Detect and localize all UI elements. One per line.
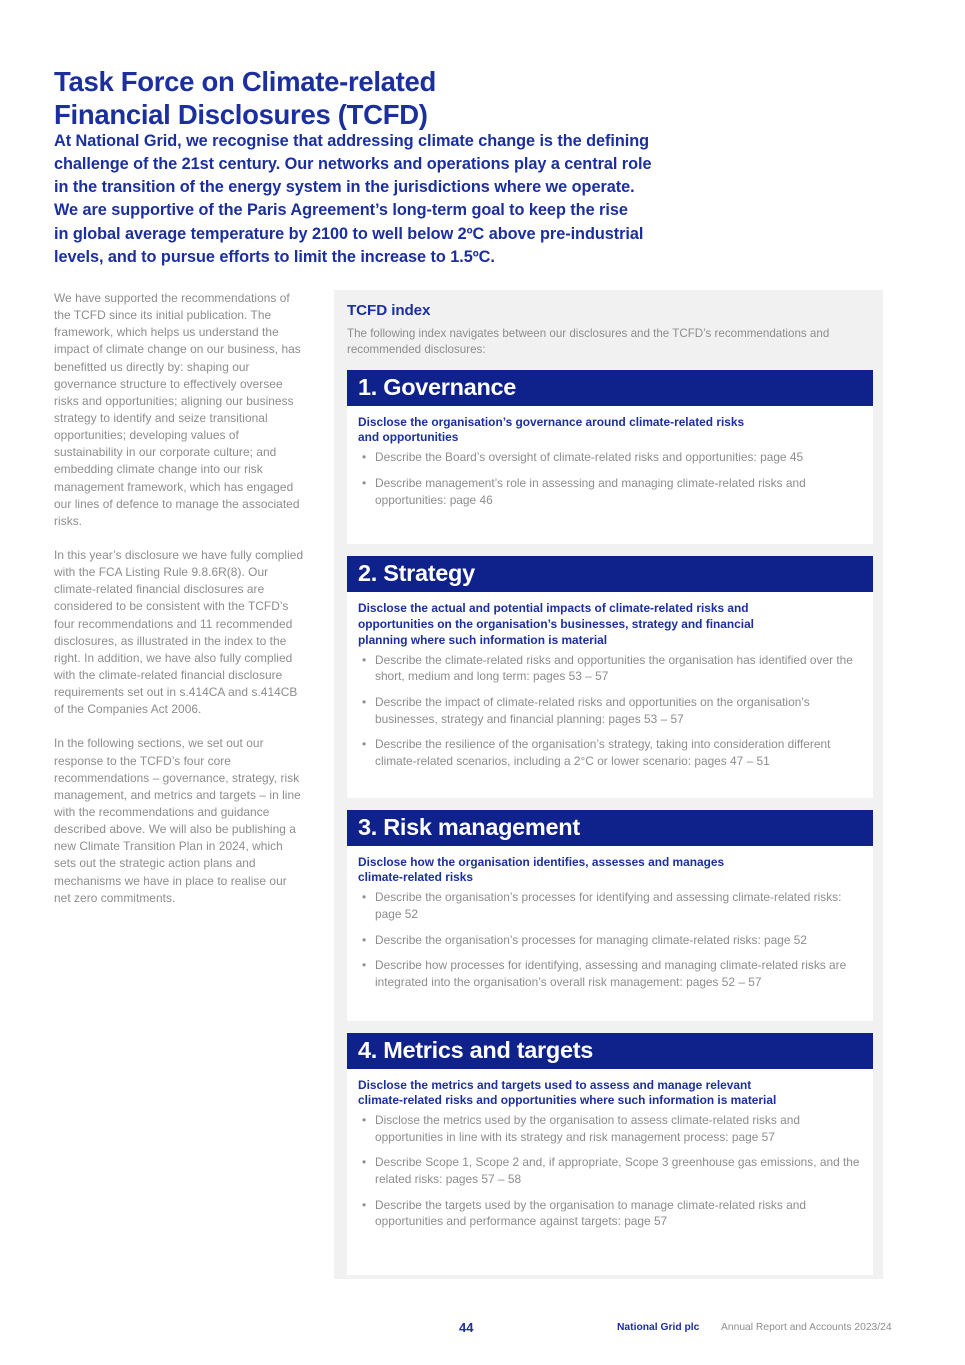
footer-report-title: Annual Report and Accounts 2023/24 [721, 1322, 892, 1333]
left-paragraph-3: In the following sections, we set out our response to the TCFD’s four core recommendations – governance, strategy, risk management, and metrics and targets – in line with the recommendations and guidance described above. We will also be publishing a new Climate Transition Plan in 2024, which sets out the strategic action plans and mechanisms we have in place to realise our net zero commitments. [54, 736, 301, 905]
list-item [358, 889, 862, 922]
section-disclose-4-line-2: climate-related risks and opportunities where such information is material [358, 1093, 777, 1108]
tcfd-section-list [334, 370, 883, 1276]
section-bullets-1 [358, 449, 862, 508]
bullet-text: Describe the climate-related risks and opportunities the organisation has identified over the short, medium and long term: pages 53 – 57 [375, 652, 853, 684]
page-title-line-2: Financial Disclosures (TCFD) [54, 99, 428, 131]
footer-page-number: 44 [459, 1320, 474, 1335]
section-disclose-2-line-2: opportunities on the organisation’s businesses, strategy and financial [358, 616, 754, 631]
section-header-bar-1 [347, 370, 873, 406]
tcfd-index-header [334, 290, 883, 358]
list-item [358, 1154, 862, 1187]
footer-company-name: National Grid plc [617, 1322, 700, 1333]
lede-line-4: We are supportive of the Paris Agreement’s long-term goal to keep the rise [54, 201, 628, 220]
list-item [358, 1112, 862, 1145]
section-body-3 [347, 846, 873, 1021]
list-item [358, 932, 862, 949]
section-bullets-2 [358, 652, 862, 770]
section-disclose-2-line-3: planning where such information is material [358, 632, 608, 647]
list-item [358, 957, 862, 990]
bullet-dot-icon: • [362, 958, 367, 973]
section-body-4 [347, 1069, 873, 1276]
list-item [358, 694, 862, 727]
bullet-dot-icon: • [362, 1113, 367, 1128]
bullet-text: Describe management’s role in assessing and managing climate-related risks and opportunities: page 46 [375, 475, 806, 507]
tcfd-index-subheading: The following index navigates between our disclosures and the TCFD’s recommendations and recommended disclosures: [347, 327, 830, 356]
section-disclose-3-line-2: climate-related risks [358, 870, 474, 885]
section-disclose-2-line-1: Disclose the actual and potential impacts of climate-related risks and [358, 601, 749, 616]
section-bullets-3 [358, 889, 862, 990]
bullet-dot-icon: • [362, 737, 367, 752]
bullet-dot-icon: • [362, 1155, 367, 1170]
section-disclose-3-line-1: Disclose how the organisation identifies, assesses and manages [358, 854, 725, 869]
section-disclose-4 [358, 1078, 862, 1110]
bullet-text: Disclose the metrics used by the organisation to assess climate-related risks and opportunities in line with its strategy and risk management process: page 57 [375, 1113, 800, 1144]
bullet-text: Describe the Board’s oversight of climate-related risks and opportunities: page 45 [375, 450, 804, 465]
bullet-dot-icon: • [362, 890, 367, 905]
section-disclose-4-line-1: Disclose the metrics and targets used to assess and manage relevant [358, 1077, 752, 1092]
left-paragraph-1: We have supported the recommendations of the TCFD since its initial publication. The framework, which helps us understand the impact of climate change on our business, has benefitted us directly by: shaping our governance structure to effectively oversee risks and opportunities; aligning our business strategy to identify and seize transitional opportunities; developing values of sustainability in our corporate culture; and embedding climate change into our risk management framework, which has engaged our lines of defence to manage the associated risks. [54, 291, 301, 528]
section-title-3: 3. Risk management [358, 813, 580, 840]
section-header-bar-2 [347, 556, 873, 592]
bullet-dot-icon: • [362, 694, 367, 709]
lede-statement [54, 130, 794, 269]
section-title-4: 4. Metrics and targets [358, 1036, 594, 1063]
section-bullets-4 [358, 1112, 862, 1230]
bullet-dot-icon: • [362, 475, 367, 490]
list-item [358, 652, 862, 685]
lede-line-6: levels, and to pursue efforts to limit the increase to 1.5ºC. [54, 247, 495, 266]
section-disclose-1-line-1: Disclose the organisation’s governance around climate-related risks [358, 414, 745, 429]
left-paragraph-2: In this year’s disclosure we have fully complied with the FCA Listing Rule 9.8.6R(8). Our climate-related financial disclosures are considered to be consistent with the TCFD’s four recommendations and 11 recommended disclosures, as illustrated in the index to the right. In addition, we have also fully complied with the climate-related financial disclosure requirements set out in s.414CA and s.414CB of the Companies Act 2006. [54, 547, 304, 717]
bullet-dot-icon: • [362, 932, 367, 947]
tcfd-section-governance [347, 370, 873, 545]
bullet-text: Describe Scope 1, Scope 2 and, if appropriate, Scope 3 greenhouse gas emissions, and the related risks: pages 57 – 58 [375, 1155, 860, 1187]
list-item [358, 1197, 862, 1230]
tcfd-section-risk-management [347, 810, 873, 1021]
lede-line-1: At National Grid, we recognise that addressing climate change is the defining [54, 132, 650, 150]
bullet-text: Describe the resilience of the organisation’s strategy, taking into consideration different climate-related scenarios, including a 2°C or lower scenario: pages 47 – 51 [375, 737, 831, 768]
tcfd-section-metrics-and-targets [347, 1033, 873, 1276]
bullet-text: Describe the targets used by the organisation to manage climate-related risks and opportunities and performance against targets: page 57 [375, 1197, 806, 1229]
section-title-2: 2. Strategy [358, 560, 475, 587]
section-disclose-1 [358, 415, 862, 447]
section-disclose-2 [358, 601, 862, 648]
bullet-dot-icon: • [362, 450, 367, 465]
tcfd-section-strategy [347, 556, 873, 797]
left-narrative-column [54, 290, 306, 907]
tcfd-index-heading: TCFD index [347, 302, 431, 319]
bullet-text: Describe the organisation’s processes for identifying and assessing climate-related risks: page 52 [375, 890, 842, 921]
section-disclose-3 [358, 855, 862, 887]
list-item [358, 475, 862, 508]
bullet-text: Describe how processes for identifying, assessing and managing climate-related risks are integrated into the organisation’s overall risk management: pages 52 – 57 [375, 958, 847, 989]
page-title-line-1: Task Force on Climate-related [54, 66, 437, 98]
section-body-2 [347, 592, 873, 797]
bullet-text: Describe the impact of climate-related risks and opportunities on the organisation’s businesses, strategy and financial planning: pages 53 – 57 [375, 694, 810, 726]
section-body-1 [347, 406, 873, 545]
section-header-bar-3 [347, 810, 873, 846]
bullet-dot-icon: • [362, 652, 367, 667]
lede-line-5: in global average temperature by 2100 to well below 2ºC above pre-industrial [54, 224, 644, 243]
lede-line-3: in the transition of the energy system in the jurisdictions where we operate. [54, 178, 635, 197]
lede-line-2: challenge of the 21st century. Our networks and operations play a central role [54, 155, 652, 174]
bullet-dot-icon: • [362, 1197, 367, 1212]
list-item [358, 736, 862, 769]
list-item [358, 449, 862, 466]
page-footer [0, 1320, 965, 1340]
page-title [54, 66, 654, 131]
bullet-text: Describe the organisation’s processes for managing climate-related risks: page 52 [375, 932, 808, 947]
section-title-1: 1. Governance [358, 373, 517, 400]
tcfd-index-panel [334, 290, 883, 1279]
section-disclose-1-line-2: and opportunities [358, 430, 459, 445]
section-header-bar-4 [347, 1033, 873, 1069]
